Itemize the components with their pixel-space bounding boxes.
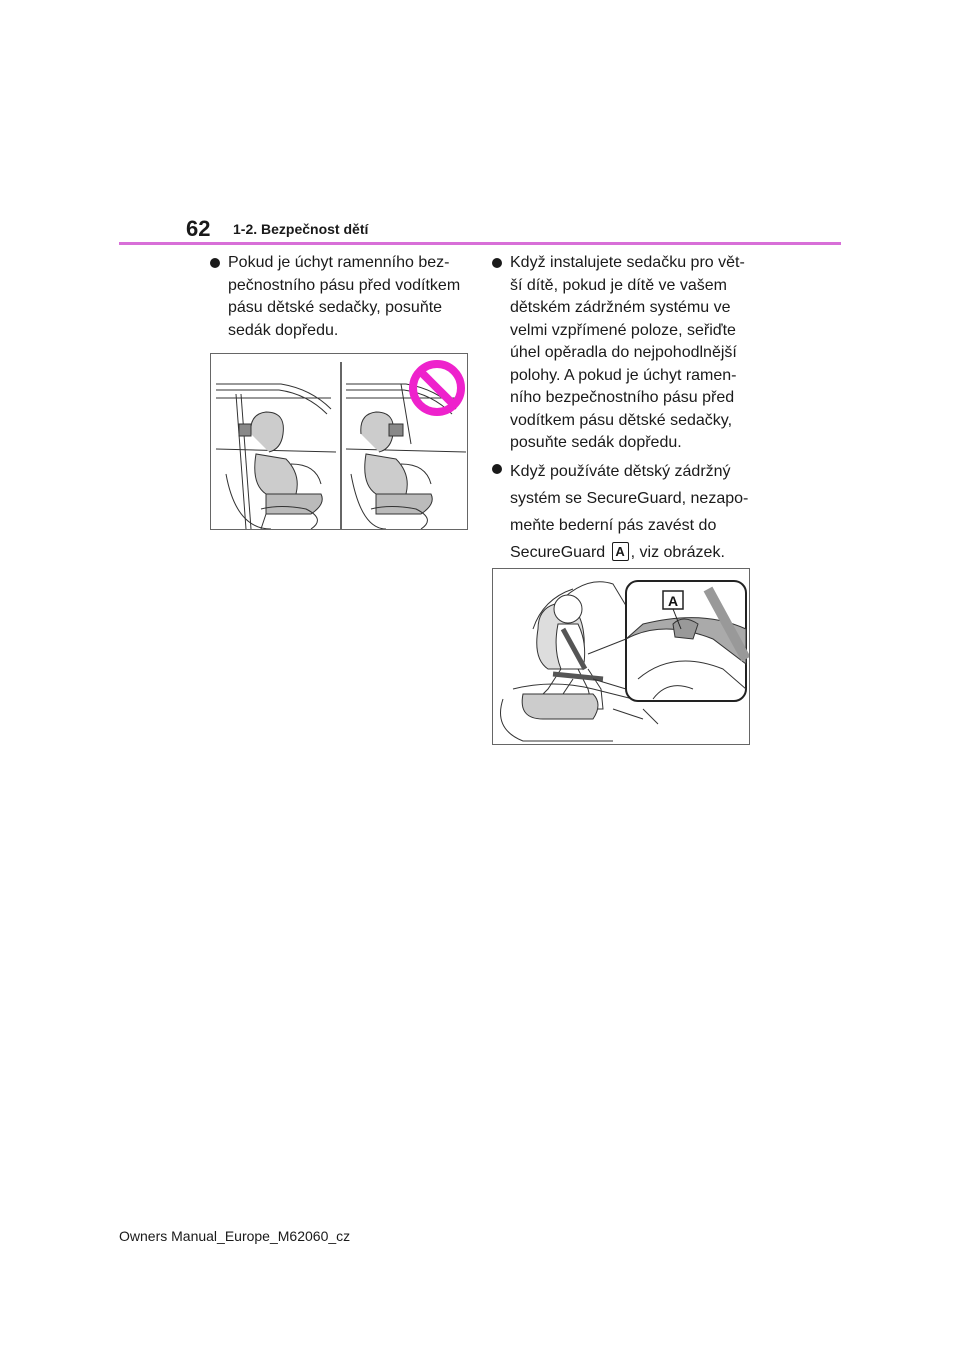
text-line: sedák dopředu. — [228, 321, 339, 339]
see-figure-text: , viz obrázek. — [630, 544, 725, 561]
footer-doc-id: Owners Manual_Europe_M62060_cz — [119, 1228, 351, 1244]
text-line: vodítkem pásu dětské sedačky, — [510, 411, 733, 429]
bullet-dot — [492, 464, 502, 474]
text-line: systém se SecureGuard, nezapo- — [510, 490, 749, 507]
bullet-dot — [210, 258, 220, 268]
text-line: Když instalujete sedačku pro vět- — [510, 254, 745, 271]
text-line: ního bezpečnostního pásu před — [510, 389, 735, 406]
text-line: polohy. A pokud je úchyt ramen- — [510, 366, 737, 384]
text-line: ší dítě, pokud je dítě ve vašem — [510, 276, 728, 294]
text-line: pečnostního pásu před vodítkem — [228, 276, 461, 294]
figure-belt-position — [210, 353, 468, 530]
text-line-last — [492, 539, 748, 566]
figure-secureguard — [492, 568, 750, 745]
callout-label-a: A — [667, 593, 679, 609]
text-line: úhel opěradla do nejpohodlnější — [510, 344, 737, 361]
text-line: velmi vzpřímené poloze, seřiďte — [510, 321, 736, 339]
bullet-seat-forward — [210, 252, 460, 342]
text-line: meňte bederní pás zavést do — [510, 517, 717, 534]
text-line: Pokud je úchyt ramenního bez- — [228, 254, 450, 271]
secureguard-text: SecureGuard — [510, 544, 606, 561]
inset-detail — [626, 581, 746, 701]
label-a-box: A — [612, 542, 629, 561]
bullet-dot — [492, 258, 502, 268]
no-entry-icon — [413, 364, 461, 412]
text-line: posuňte sedák dopředu. — [510, 434, 682, 451]
section-title: 1-2. Bezpečnost dětí — [233, 221, 369, 237]
text-line: dětském zádržném systému ve — [510, 299, 731, 316]
header-rule — [119, 242, 841, 245]
bullet-recline-seat — [492, 252, 745, 455]
text-line: pásu dětské sedačky, posuňte — [228, 299, 443, 316]
page-number: 62 — [186, 216, 211, 241]
text-line: Když používáte dětský zádržný — [510, 463, 731, 480]
bullet-secureguard — [492, 458, 748, 566]
